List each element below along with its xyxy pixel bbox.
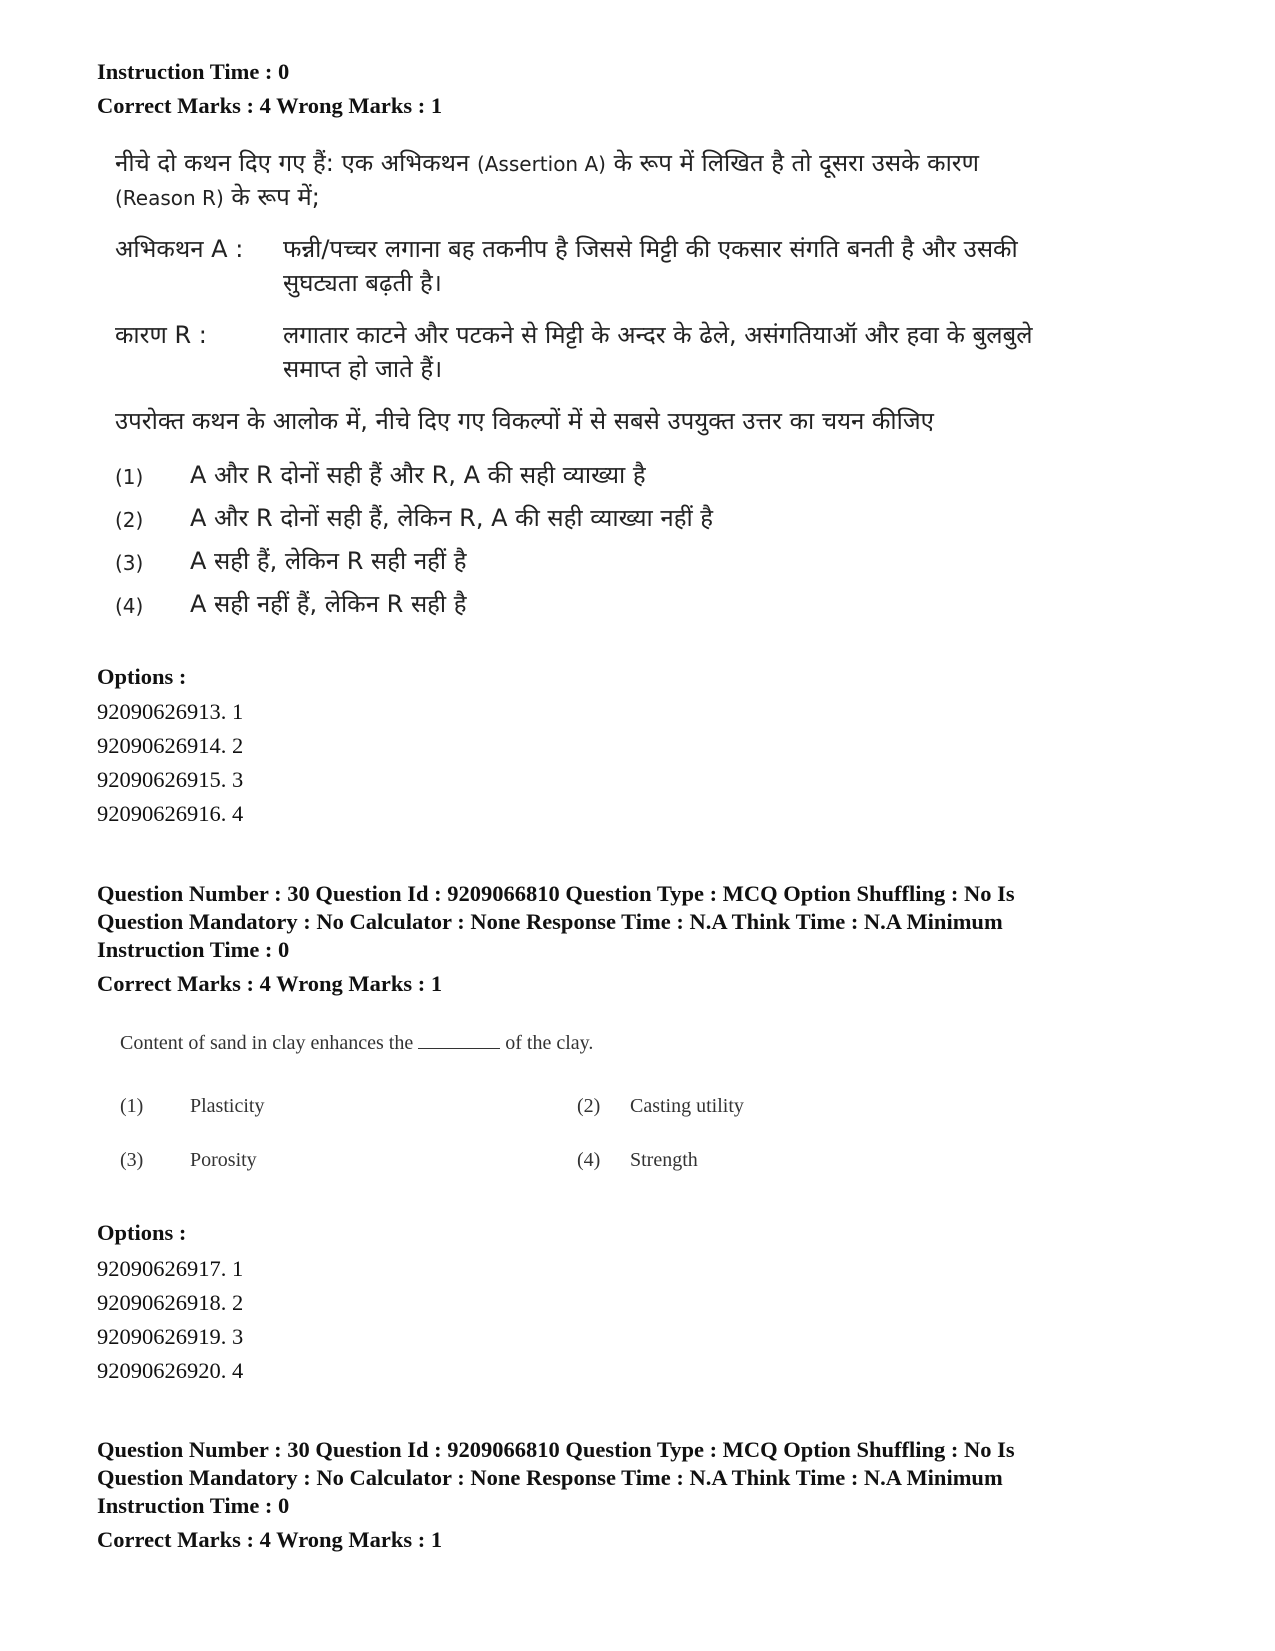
question-intro-line1: नीचे दो कथन दिए गए हैं: एक अभिकथन (Assertion A) के रूप में लिखित है तो दूसरा उसके कारण <box>115 149 979 177</box>
options-title: Options : <box>97 1220 187 1245</box>
question-meta-line3: Instruction Time : 0 <box>97 1493 290 1518</box>
question-meta-line1: Question Number : 30 Question Id : 9209066810 Question Type : MCQ Option Shuffling : No Is <box>97 881 1015 906</box>
choice-number: (3) <box>115 551 144 575</box>
choice-text: Plasticity <box>190 1095 265 1117</box>
question-instruction: उपरोक्त कथन के आलोक में, नीचे दिए गए विकल्पों में से सबसे उपयुक्त उत्तर का चयन कीजिए <box>115 407 934 435</box>
option-line: 92090626916. 4 <box>97 801 244 826</box>
choice-text: Strength <box>630 1149 698 1171</box>
marks-line: Correct Marks : 4 Wrong Marks : 1 <box>97 93 443 118</box>
instruction-time: Instruction Time : 0 <box>97 59 290 84</box>
option-line: 92090626919. 3 <box>97 1324 244 1349</box>
choice-number: (3) <box>120 1149 144 1171</box>
reason-text-line2: समाप्त हो जाते हैं। <box>283 355 443 383</box>
question-meta-line2: Question Mandatory : No Calculator : None Response Time : N.A Think Time : N.A Minimum <box>97 1465 1003 1490</box>
choice-number: (2) <box>115 508 144 532</box>
options-title: Options : <box>97 664 187 689</box>
choice-number: (2) <box>577 1095 601 1117</box>
question-stem: Content of sand in clay enhances the of the clay. <box>120 1032 594 1054</box>
choice-text: Porosity <box>190 1149 257 1171</box>
option-line: 92090626917. 1 <box>97 1256 244 1281</box>
marks-line: Correct Marks : 4 Wrong Marks : 1 <box>97 971 443 996</box>
choice-text: A सही नहीं हैं, लेकिन R सही है <box>190 590 467 618</box>
choice-text: A और R दोनों सही हैं, लेकिन R, A की सही व्याख्या नहीं है <box>190 504 714 532</box>
choice-number: (4) <box>115 594 144 618</box>
choice-text: A और R दोनों सही हैं और R, A की सही व्याख्या है <box>190 461 646 489</box>
answer-blank <box>418 1034 500 1049</box>
assertion-text-line2: सुघट्यता बढ़ती है। <box>283 269 442 297</box>
marks-line: Correct Marks : 4 Wrong Marks : 1 <box>97 1527 443 1552</box>
choice-text: Casting utility <box>630 1095 744 1117</box>
choice-number: (1) <box>120 1095 144 1117</box>
question-meta-line3: Instruction Time : 0 <box>97 937 290 962</box>
question-intro-line2: (Reason R) के रूप में; <box>115 183 320 211</box>
option-line: 92090626913. 1 <box>97 699 244 724</box>
option-line: 92090626915. 3 <box>97 767 244 792</box>
reason-label: कारण R : <box>115 321 207 349</box>
option-line: 92090626918. 2 <box>97 1290 244 1315</box>
assertion-label: अभिकथन A : <box>115 235 244 263</box>
question-meta-line1: Question Number : 30 Question Id : 9209066810 Question Type : MCQ Option Shuffling : No Is <box>97 1437 1015 1462</box>
option-line: 92090626920. 4 <box>97 1358 244 1383</box>
choice-text: A सही हैं, लेकिन R सही नहीं है <box>190 547 467 575</box>
choice-number: (1) <box>115 465 144 489</box>
reason-text-line1: लगातार काटने और पटकने से मिट्टी के अन्दर के ढेले, असंगतियाऑ और हवा के बुलबुले <box>283 321 1033 349</box>
choice-number: (4) <box>577 1149 601 1171</box>
assertion-text-line1: फन्नी/पच्चर लगाना बह तकनीप है जिससे मिट्टी की एकसार संगति बनती है और उसकी <box>283 235 1018 263</box>
option-line: 92090626914. 2 <box>97 733 244 758</box>
question-meta-line2: Question Mandatory : No Calculator : None Response Time : N.A Think Time : N.A Minimum <box>97 909 1003 934</box>
